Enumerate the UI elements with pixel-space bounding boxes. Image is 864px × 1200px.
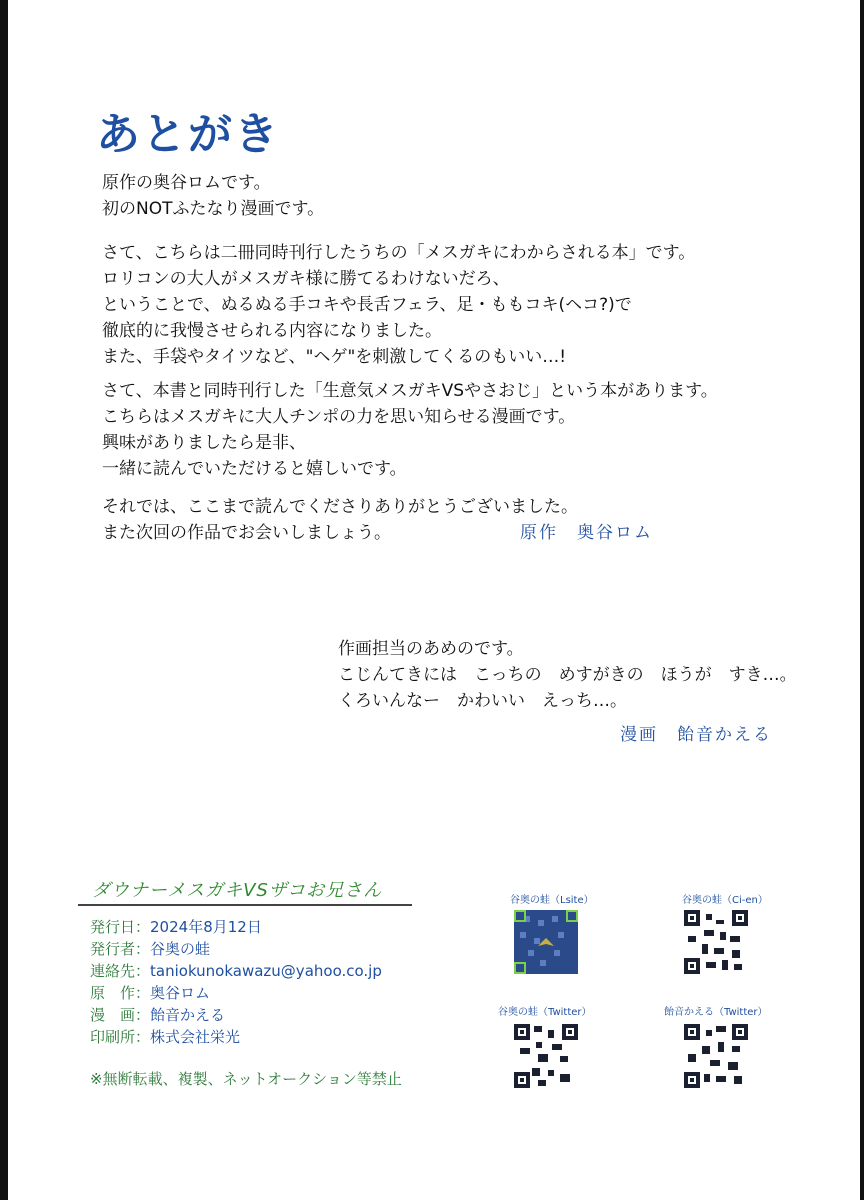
colophon-row	[90, 916, 382, 938]
qr-label-ci-en: 谷奥の蛙（Ci-en）	[682, 895, 768, 906]
artist-signature: 漫画 飴音かえる	[620, 725, 772, 745]
qr-label-twitter-artist: 飴音かえる（Twitter）	[664, 1007, 768, 1018]
qr-code-twitter-artist-icon[interactable]	[684, 1024, 748, 1088]
text-line: 原作の奥谷ロムです。	[102, 173, 271, 193]
colophon-value: 奥谷ロム	[150, 984, 211, 1002]
left-border	[0, 0, 8, 1200]
text-line: 徹底的に我慢させられる内容になりました。	[102, 321, 442, 341]
text-line: さて、こちらは二冊同時刊行したうちの「メスガキにわからされる本」です。	[102, 243, 696, 263]
colophon-row	[90, 982, 382, 1004]
text-line: こちらはメスガキに大人チンポの力を思い知らせる漫画です。	[102, 407, 576, 427]
colophon-key: 印刷所：	[90, 1028, 151, 1046]
colophon-key: 発行者：	[90, 940, 151, 958]
artist-note	[338, 636, 797, 714]
text-line: それでは、ここまで読んでくださりありがとうございました。	[102, 497, 578, 517]
copyright-notice: ※無断転載、複製、ネットオークション等禁止	[90, 1070, 402, 1088]
author-signature: 原作 奥谷ロム	[520, 523, 653, 543]
colophon-divider	[78, 904, 412, 906]
text-line: こじんてきには こっちの めすがきの ほうが すき…。	[338, 665, 797, 685]
text-line: また次回の作品でお会いしましょう。	[102, 523, 391, 543]
right-border	[860, 0, 864, 1200]
colophon-row	[90, 960, 382, 982]
colophon-value: taniokunokawazu@yahoo.co.jp	[150, 962, 382, 980]
colophon-key: 連絡先：	[90, 962, 151, 980]
colophon-value: 株式会社栄光	[150, 1028, 241, 1046]
text-line: また、手袋やタイツなど、"ヘゲ"を刺激してくるのもいい…!	[102, 347, 567, 367]
qr-code-ci-en-icon[interactable]	[684, 910, 748, 974]
text-line: さて、本書と同時刊行した「生意気メスガキVSやさおじ」という本があります。	[102, 381, 718, 401]
text-line: くろいんなー かわいい えっち…。	[338, 691, 627, 711]
page-title: あとがき	[96, 109, 280, 160]
book-description-paragraph	[102, 240, 695, 370]
thanks-paragraph	[102, 494, 578, 546]
text-line: 初のNOTふたなり漫画です。	[102, 199, 325, 219]
text-line: 一緒に読んでいただけると嬉しいです。	[102, 459, 407, 479]
companion-book-paragraph	[102, 378, 718, 482]
colophon	[90, 916, 382, 1048]
text-line: 興味がありましたら是非、	[102, 433, 306, 453]
text-line: ロリコンの大人がメスガキ様に勝てるわけないだろ、	[102, 269, 510, 289]
colophon-value: 2024年8月12日	[150, 918, 262, 936]
colophon-value: 谷奥の蛙	[150, 940, 211, 958]
colophon-value: 飴音かえる	[150, 1006, 226, 1024]
qr-label-site: 谷奥の蛙（Lsite）	[510, 895, 594, 906]
colophon-key: 原 作：	[90, 984, 151, 1002]
colophon-row	[90, 938, 382, 960]
qr-label-twitter-circle: 谷奥の蛙（Twitter）	[498, 1007, 592, 1018]
text-line: 作画担当のあめのです。	[338, 639, 524, 659]
colophon-key: 発行日：	[90, 918, 151, 936]
intro-paragraph	[102, 170, 324, 222]
qr-code-twitter-circle-icon[interactable]	[514, 1024, 578, 1088]
colophon-row	[90, 1026, 382, 1048]
text-line: ということで、ぬるぬる手コキや長舌フェラ、足・ももコキ(ヘコ?)で	[102, 295, 632, 315]
colophon-key: 漫 画：	[90, 1006, 151, 1024]
colophon-book-title: ダウナーメスガキVSザコお兄さん	[92, 880, 383, 901]
colophon-row	[90, 1004, 382, 1026]
qr-code-site-icon[interactable]	[514, 910, 578, 974]
